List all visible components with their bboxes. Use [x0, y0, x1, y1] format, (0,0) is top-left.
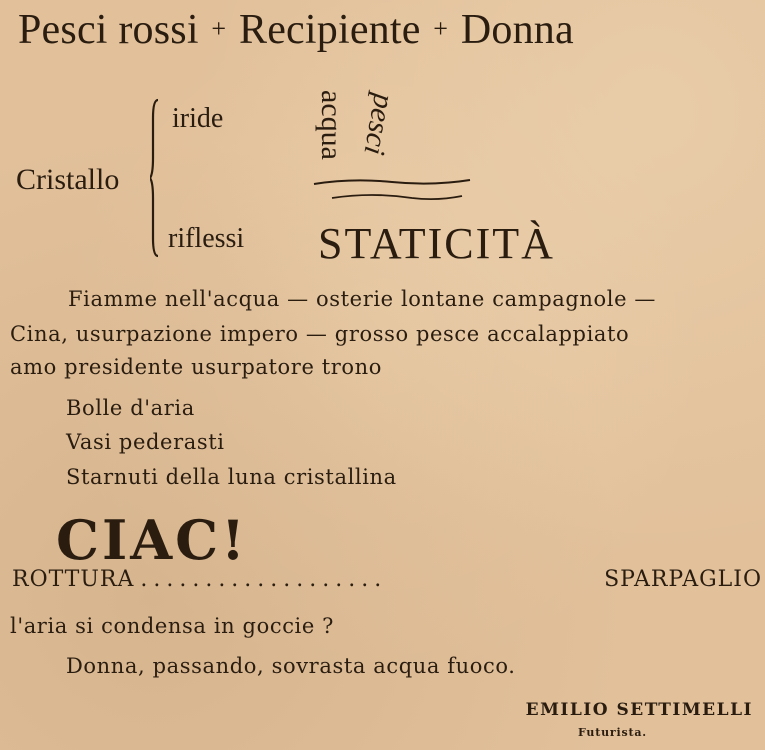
- curly-brace: [150, 98, 162, 258]
- water-lines: [312, 168, 472, 208]
- word-cristallo: Cristallo: [16, 163, 120, 196]
- line-donna: Donna, passando, sovrasta acqua fuoco.: [66, 654, 516, 678]
- word-riflessi: riflessi: [168, 223, 245, 254]
- rottura-row: [12, 567, 762, 592]
- line-fiamme: Fiamme nell'acqua — osterie lontane campagnole —: [68, 287, 657, 311]
- title-part-donna: Donna: [460, 7, 574, 53]
- title-part-recipiente: Recipiente: [238, 7, 421, 53]
- word-iride: iride: [172, 103, 224, 134]
- author-name: EMILIO SETTIMELLI: [525, 700, 753, 720]
- poem-title: [18, 6, 574, 54]
- line-cina: Cina, usurpazione impero — grosso pesce accalappiato: [10, 322, 630, 346]
- word-pesci-vertical: pesci: [357, 91, 401, 158]
- word-acqua-vertical: acqua: [315, 90, 348, 160]
- line-amo: amo presidente usurpatore trono: [10, 355, 383, 379]
- line-aria: l'aria si condensa in goccie ?: [10, 614, 335, 638]
- dotted-leader: ...................: [140, 567, 388, 592]
- line-bolle: Bolle d'aria: [66, 396, 195, 420]
- word-staticita: STATICITÀ: [318, 219, 555, 268]
- title-part-pesci-rossi: Pesci rossi: [18, 7, 199, 53]
- word-rottura: ROTTURA: [12, 567, 135, 592]
- line-vasi: Vasi pederasti: [66, 430, 225, 454]
- title-plus-1: +: [211, 14, 227, 43]
- title-plus-2: +: [433, 14, 449, 43]
- exclamation-ciac: CIAC!: [56, 508, 248, 572]
- word-sparpaglio: SPARPAGLIO: [604, 567, 762, 592]
- line-starnuti: Starnuti della luna cristallina: [66, 465, 397, 489]
- author-role: Futurista.: [578, 726, 647, 739]
